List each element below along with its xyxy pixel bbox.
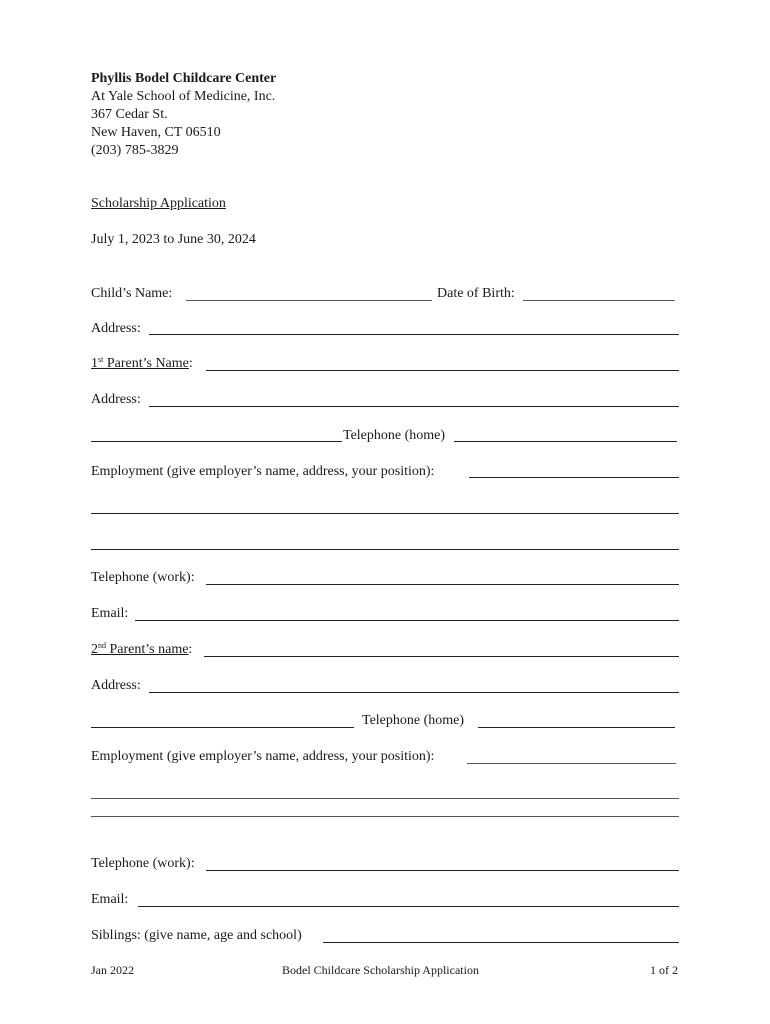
- siblings-label: Siblings: (give name, age and school): [91, 928, 302, 943]
- period: July 1, 2023 to June 30, 2024: [91, 232, 256, 247]
- child-address-label: Address:: [91, 321, 141, 336]
- parent1-telephone-home-label: Telephone (home): [343, 428, 446, 443]
- parent2-address-line2-field[interactable]: [91, 727, 354, 728]
- parent1-telephone-home-field[interactable]: [454, 441, 677, 442]
- parent2-employment-line2[interactable]: [91, 798, 679, 799]
- parent1-address-line2-field[interactable]: [91, 441, 342, 442]
- parent2-employment-label: Employment (give employer’s name, address, your position):: [91, 749, 435, 764]
- org-line-1: At Yale School of Medicine, Inc.: [91, 89, 276, 104]
- parent1-address-label: Address:: [91, 392, 141, 407]
- parent1-employment-line3[interactable]: [91, 549, 679, 550]
- parent2-address-label: Address:: [91, 678, 141, 693]
- parent2-address-field[interactable]: [149, 692, 679, 693]
- org-name: Phyllis Bodel Childcare Center: [91, 71, 277, 86]
- org-address: 367 Cedar St.: [91, 107, 168, 122]
- footer-title: Bodel Childcare Scholarship Application: [282, 963, 479, 977]
- org-phone: (203) 785-3829: [91, 143, 179, 158]
- parent1-name-field[interactable]: [206, 370, 679, 371]
- parent2-name-label: 2nd Parent’s name:: [91, 641, 193, 657]
- form-title: Scholarship Application: [91, 196, 226, 211]
- footer-page-number: 1 of 2: [650, 963, 678, 977]
- parent2-email-label: Email:: [91, 892, 129, 907]
- parent2-name-field[interactable]: [204, 656, 679, 657]
- parent1-employment-field[interactable]: [469, 477, 679, 478]
- siblings-field[interactable]: [323, 942, 679, 943]
- footer-date: Jan 2022: [91, 963, 134, 977]
- child-address-field[interactable]: [149, 334, 679, 335]
- parent1-address-field[interactable]: [149, 406, 679, 407]
- dob-field[interactable]: [523, 300, 675, 301]
- parent2-telephone-home-label: Telephone (home): [362, 713, 465, 728]
- parent2-telephone-work-field[interactable]: [206, 870, 679, 871]
- parent1-employment-label: Employment (give employer’s name, address, your position):: [91, 464, 435, 479]
- parent2-telephone-home-field[interactable]: [478, 727, 675, 728]
- parent2-telephone-work-label: Telephone (work):: [91, 856, 195, 871]
- org-city: New Haven, CT 06510: [91, 125, 221, 140]
- parent1-employment-line2[interactable]: [91, 513, 679, 514]
- child-name-field[interactable]: [186, 300, 432, 301]
- parent2-email-field[interactable]: [138, 906, 679, 907]
- parent1-telephone-work-label: Telephone (work):: [91, 570, 195, 585]
- parent1-name-label: 1st Parent’s Name:: [91, 355, 193, 371]
- parent2-employment-field[interactable]: [467, 763, 676, 764]
- parent1-email-label: Email:: [91, 606, 129, 621]
- parent2-employment-line3[interactable]: [91, 816, 679, 817]
- child-name-label: Child’s Name:: [91, 286, 173, 301]
- dob-label: Date of Birth:: [437, 286, 515, 301]
- parent1-email-field[interactable]: [135, 620, 679, 621]
- parent1-telephone-work-field[interactable]: [206, 584, 679, 585]
